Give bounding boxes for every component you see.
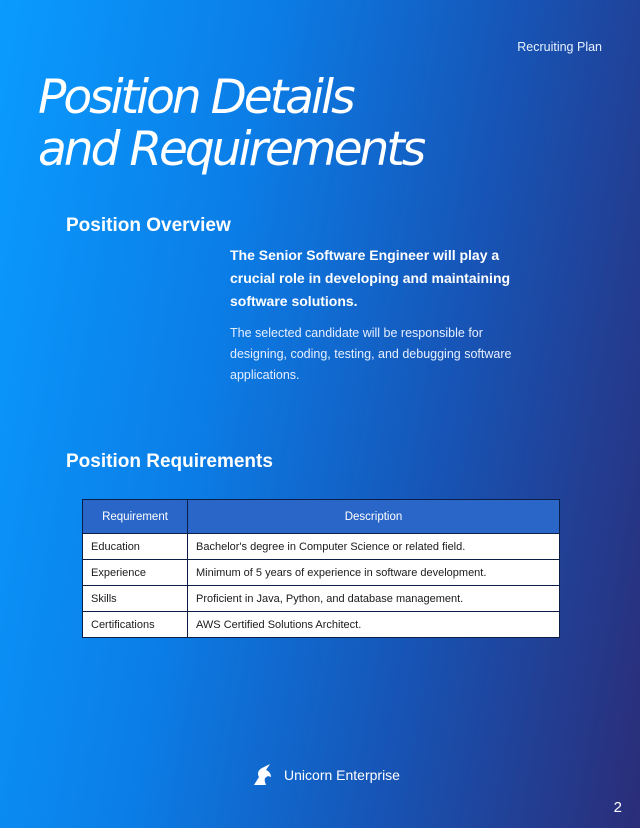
page-title-line-2: and Requirements xyxy=(38,122,424,177)
footer-brand xyxy=(0,764,640,786)
requirement-cell: Education xyxy=(83,534,188,560)
table-row xyxy=(83,612,560,638)
table-row xyxy=(83,586,560,612)
requirements-table xyxy=(82,499,560,638)
overview-lead-text: The Senior Software Engineer will play a crucial role in developing and maintaining software solutions. xyxy=(230,247,511,309)
table-row xyxy=(83,560,560,586)
description-cell: Bachelor's degree in Computer Science or related field. xyxy=(188,534,560,560)
table-header-row xyxy=(83,500,560,534)
table-row xyxy=(83,534,560,560)
header-label: Recruiting Plan xyxy=(517,40,602,54)
position-overview-heading: Position Overview xyxy=(66,215,231,236)
page-number: 2 xyxy=(613,799,622,816)
description-cell: AWS Certified Solutions Architect. xyxy=(188,612,560,638)
unicorn-icon xyxy=(252,764,276,786)
requirement-cell: Skills xyxy=(83,586,188,612)
column-header-requirement: Requirement xyxy=(83,500,188,534)
column-header-description: Description xyxy=(188,500,560,534)
page-title xyxy=(38,72,598,176)
overview-body-text: The selected candidate will be responsible for designing, coding, testing, and debugging software applications. xyxy=(230,326,512,382)
description-cell: Minimum of 5 years of experience in software development. xyxy=(188,560,560,586)
description-cell: Proficient in Java, Python, and database management. xyxy=(188,586,560,612)
brand-name: Unicorn Enterprise xyxy=(284,767,400,783)
requirement-cell: Certifications xyxy=(83,612,188,638)
requirement-cell: Experience xyxy=(83,560,188,586)
position-requirements-heading: Position Requirements xyxy=(66,451,273,472)
page-title-line-1: Position Details xyxy=(38,70,353,125)
